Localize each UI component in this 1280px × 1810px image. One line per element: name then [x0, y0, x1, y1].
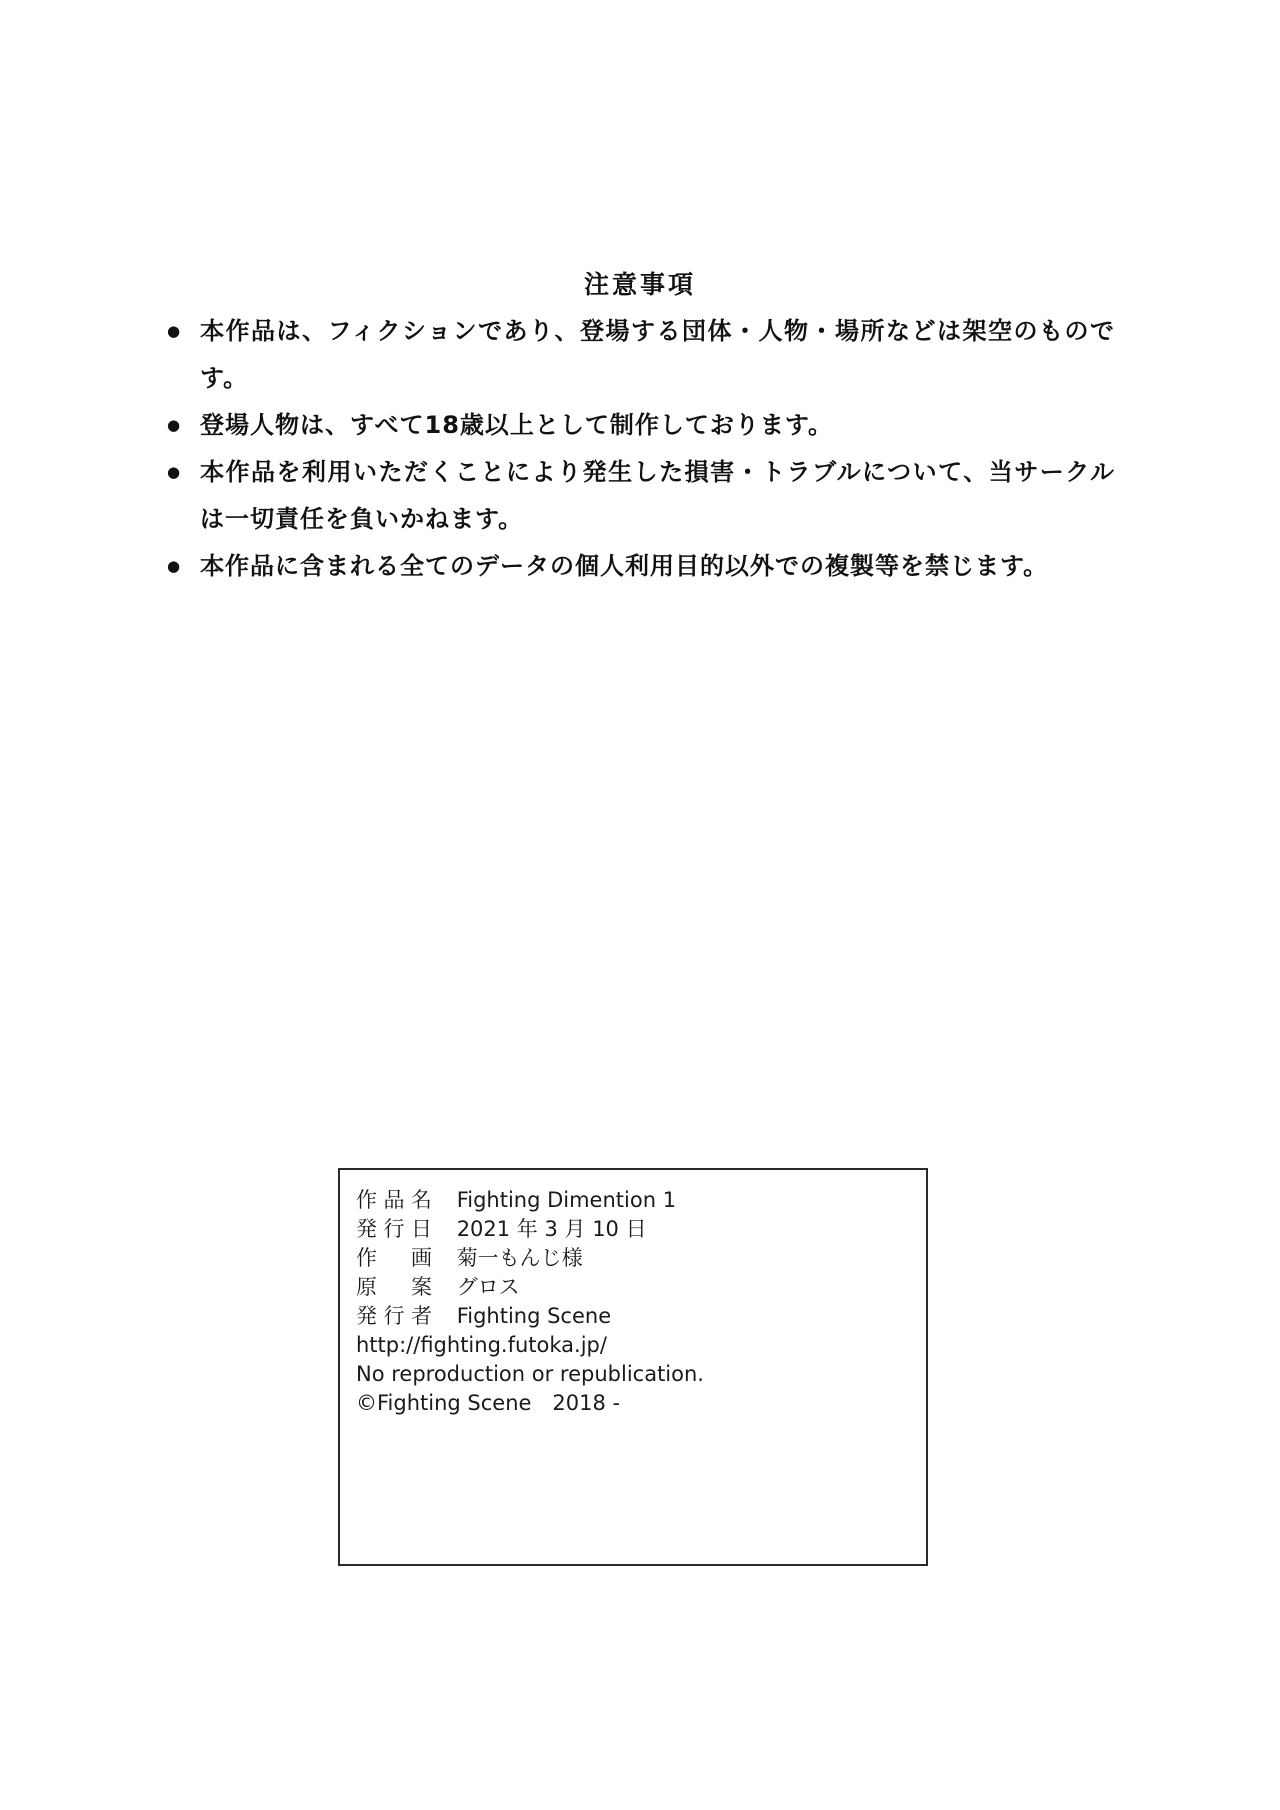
colophon-copyright: ©Fighting Scene 2018 - [356, 1391, 621, 1415]
notice-text: 本作品は、フィクションであり、登場する団体・人物・場所などは架空のものです。 [200, 317, 1115, 392]
list-item [165, 543, 1115, 590]
colophon-value: Fighting Scene [456, 1304, 612, 1328]
colophon-row-artist [356, 1244, 910, 1273]
colophon-label: 作品名 [356, 1188, 432, 1212]
page-title: 注意事項 [583, 270, 696, 299]
colophon-label: 作画 [356, 1246, 432, 1270]
colophon-note: No reproduction or republication. [356, 1362, 704, 1386]
list-item [165, 449, 1115, 543]
list-item [165, 308, 1115, 402]
colophon-row-original [356, 1273, 910, 1302]
colophon-url: http://fighting.futoka.jp/ [356, 1333, 607, 1357]
colophon-label: 発行者 [356, 1304, 432, 1328]
colophon-value: 菊一もんじ様 [456, 1246, 583, 1270]
bullet-icon: ● [167, 557, 182, 575]
colophon-row-date [356, 1215, 910, 1244]
colophon-value: グロス [456, 1275, 520, 1299]
colophon-row-title [356, 1186, 910, 1215]
bullet-icon: ● [167, 416, 182, 434]
notice-text: 本作品に含まれる全てのデータの個人利用目的以外での複製等を禁じます。 [200, 552, 1049, 580]
colophon-label: 原案 [356, 1275, 432, 1299]
notice-text: 登場人物は、すべて18歳以上として制作しております。 [200, 411, 833, 439]
bullet-icon: ● [167, 463, 182, 481]
notice-text: 本作品を利用いただくことにより発生した損害・トラブルについて、当サークルは一切責任を負いかねます。 [200, 458, 1115, 533]
colophon-value: 2021 年 3 月 10 日 [456, 1217, 647, 1241]
list-item [165, 402, 1115, 449]
notice-list [165, 308, 1115, 590]
colophon-value: Fighting Dimention 1 [456, 1188, 677, 1212]
colophon-box [338, 1168, 928, 1566]
colophon-row-publisher [356, 1302, 910, 1331]
colophon-label: 発行日 [356, 1217, 432, 1241]
bullet-icon: ● [167, 322, 182, 340]
